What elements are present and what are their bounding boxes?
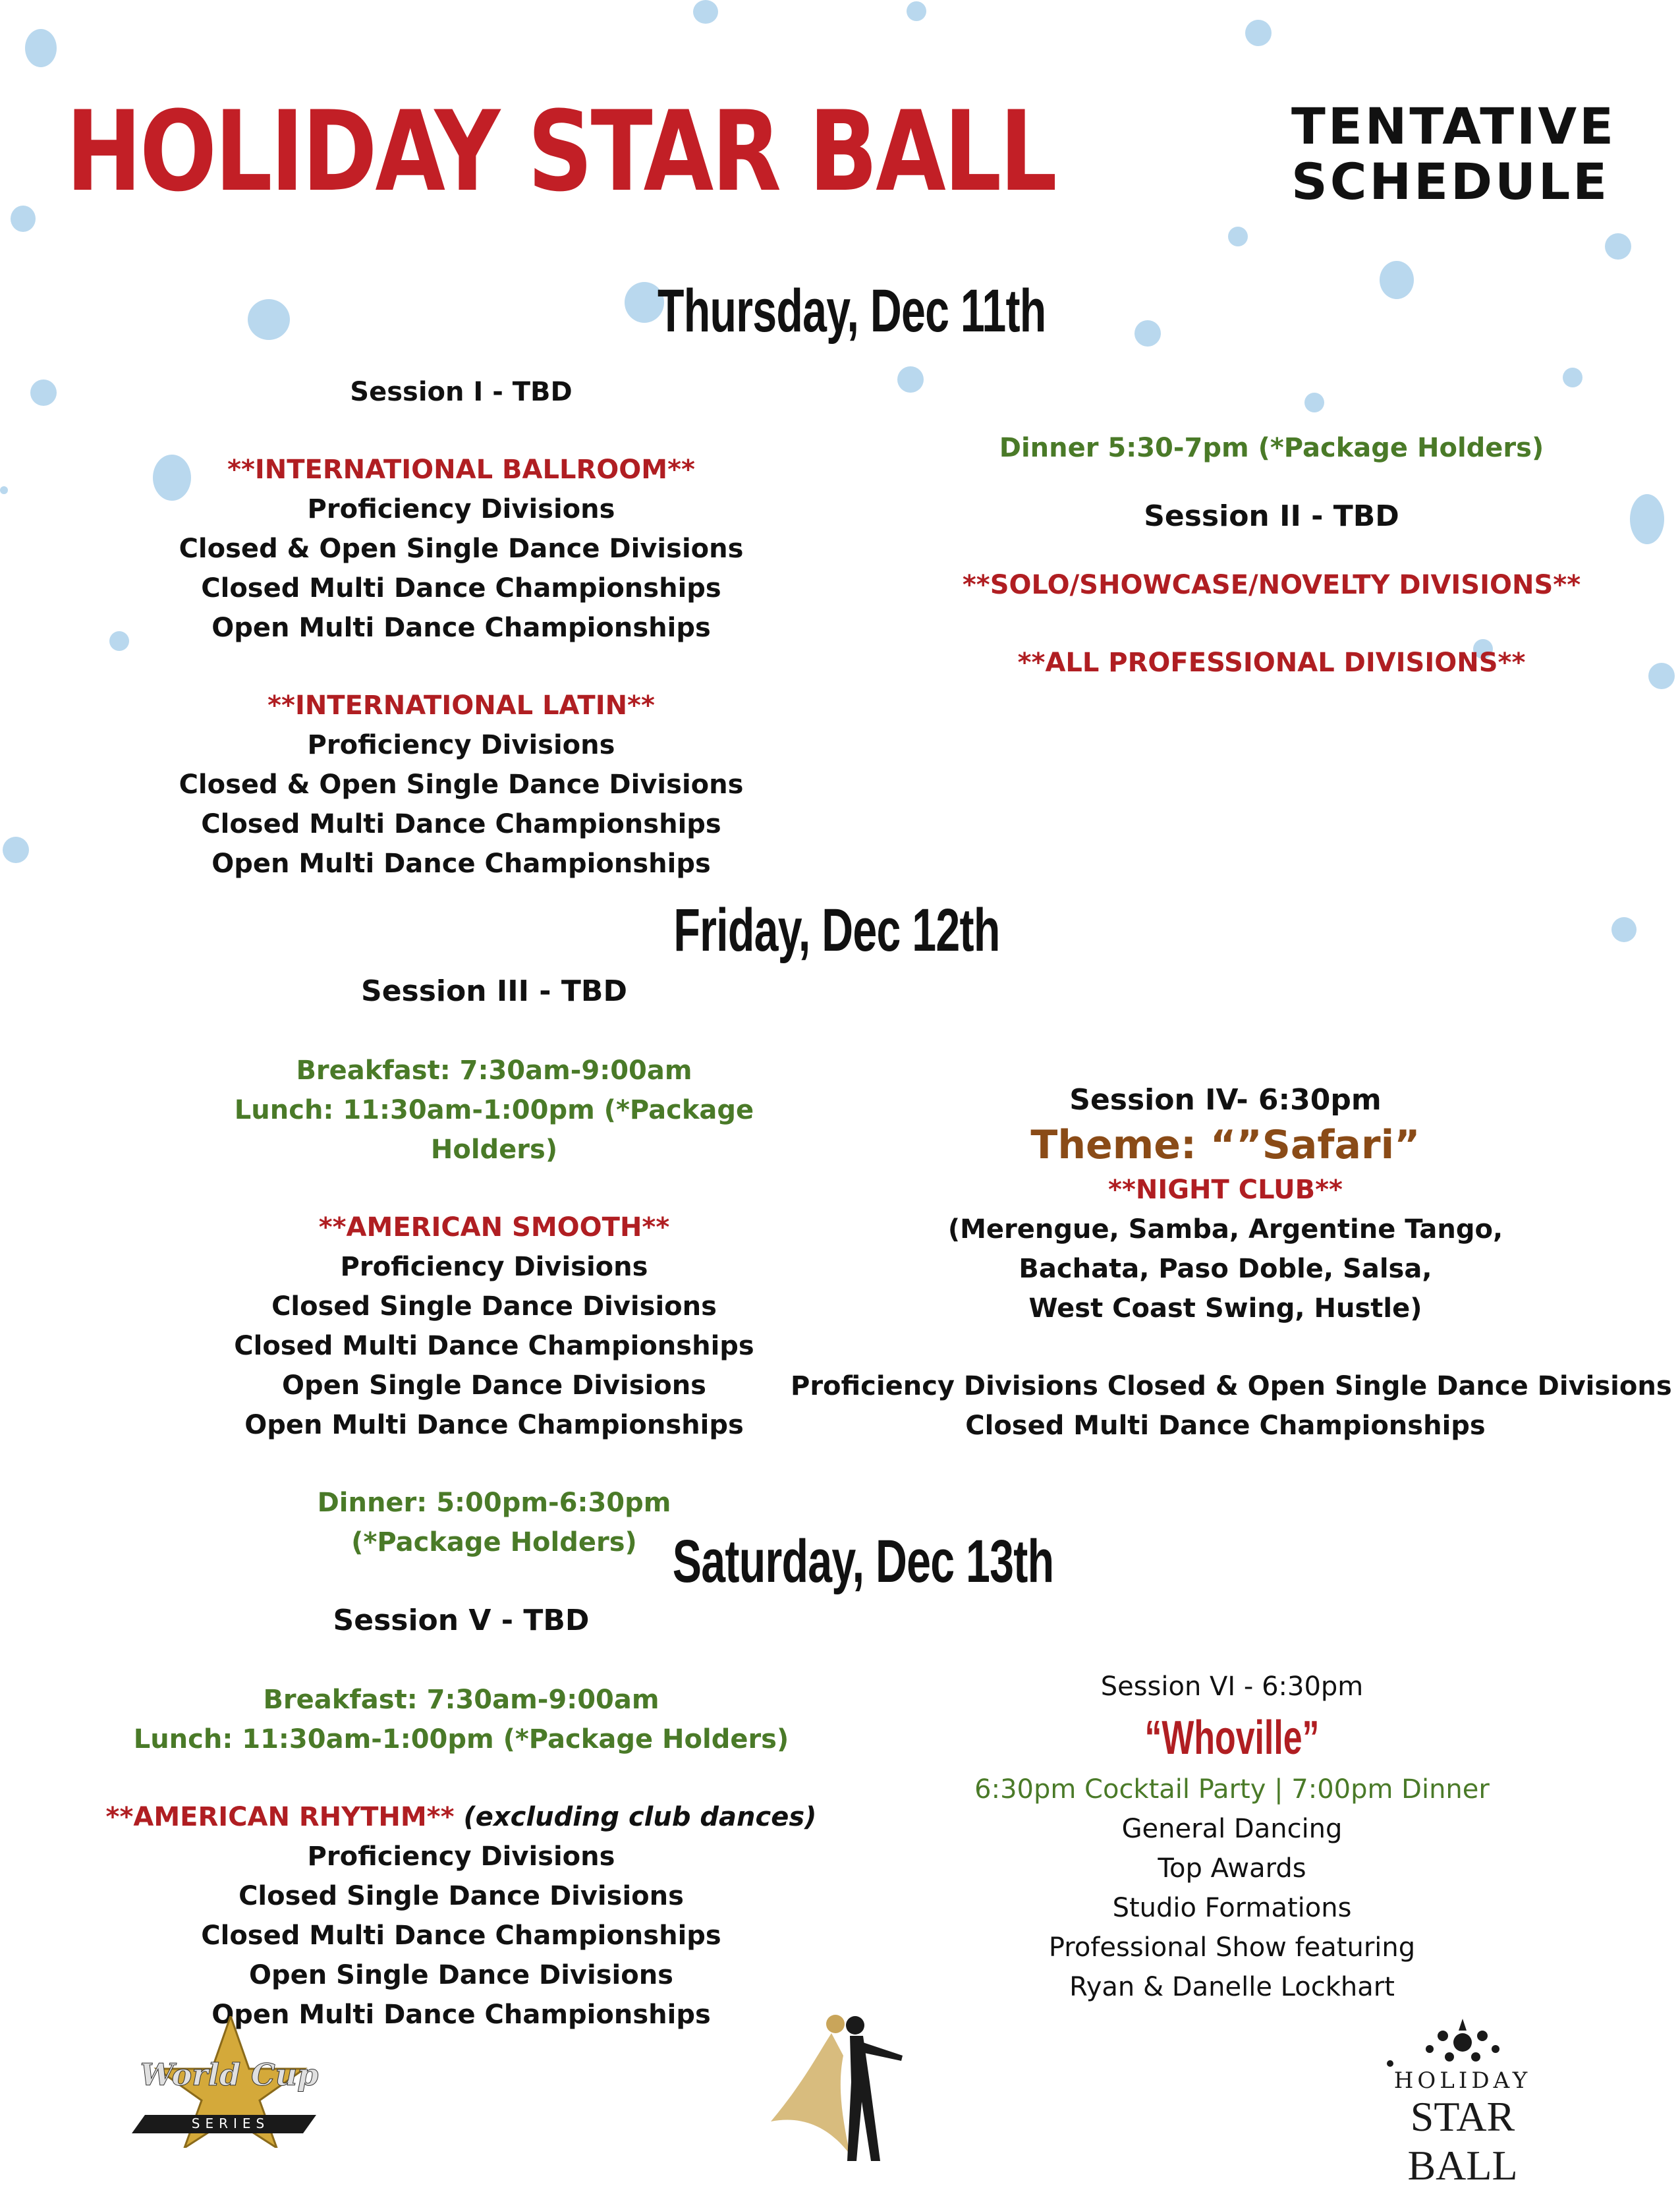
- division-item: Closed & Open Single Dance Divisions: [179, 770, 744, 800]
- category-heading: **AMERICAN RHYTHM**: [105, 1802, 455, 1832]
- dancing-couple-icon: [758, 2009, 916, 2168]
- meal-time: Holders): [430, 1135, 558, 1165]
- division-item: Closed Multi Dance Championships: [234, 1331, 754, 1361]
- division-item: Open Single Dance Divisions: [282, 1370, 706, 1401]
- day-heading-thursday: Thursday, Dec 11th: [658, 277, 1046, 345]
- theme-title: Theme: “”Safari”: [1030, 1122, 1420, 1168]
- snow-dot: [1630, 494, 1664, 544]
- category-heading: **AMERICAN SMOOTH**: [318, 1212, 670, 1243]
- snow-dot: [1134, 320, 1161, 347]
- event-time: 6:30pm Cocktail Party | 7:00pm Dinner: [974, 1774, 1490, 1805]
- division-item: Proficiency Divisions Closed & Open Single Dance Divisions: [791, 1371, 1672, 1401]
- snow-dot: [693, 0, 718, 24]
- snow-dot: [907, 1, 926, 21]
- schedule-label: SCHEDULE: [1291, 152, 1610, 211]
- snow-dot: [25, 29, 57, 67]
- division-item: Proficiency Divisions: [340, 1252, 648, 1282]
- dance-list-line: (Merengue, Samba, Argentine Tango,: [947, 1214, 1503, 1245]
- category-heading: **NIGHT CLUB**: [1108, 1175, 1343, 1205]
- thursday-right-column: [922, 428, 1621, 683]
- division-item: Closed Multi Dance Championships: [201, 1921, 721, 1951]
- series-text: SERIES: [191, 2116, 270, 2131]
- day-heading-saturday: Saturday, Dec 13th: [672, 1528, 1054, 1595]
- session-title: Session IV- 6:30pm: [1069, 1083, 1382, 1117]
- meal-time: Lunch: 11:30am-1:00pm (*Package: [234, 1095, 754, 1125]
- saturday-right-column: [909, 1667, 1555, 2007]
- snow-dot: [109, 631, 129, 651]
- dance-list-line: Bachata, Paso Doble, Salsa,: [1019, 1254, 1432, 1284]
- snow-dot: [1228, 227, 1248, 246]
- day-heading-friday: Friday, Dec 12th: [673, 897, 1000, 964]
- division-item: Open Multi Dance Championships: [211, 613, 711, 643]
- snow-dot: [30, 379, 57, 406]
- meal-time: Dinner 5:30-7pm (*Package Holders): [999, 433, 1544, 463]
- thursday-left-column: [145, 372, 777, 884]
- snow-dot: [1304, 393, 1324, 412]
- division-item: Open Multi Dance Championships: [211, 849, 711, 879]
- meal-time: Breakfast: 7:30am-9:00am: [296, 1055, 692, 1086]
- session-title: Session VI - 6:30pm: [1100, 1671, 1364, 1702]
- division-item: Open Single Dance Divisions: [249, 1960, 673, 1990]
- division-item: Proficiency Divisions: [307, 494, 615, 524]
- snow-dot: [1380, 261, 1414, 299]
- category-heading: **ALL PROFESSIONAL DIVISIONS**: [1017, 648, 1526, 678]
- holiday-star-ball-logo: [1351, 2016, 1575, 2189]
- meal-time: Breakfast: 7:30am-9:00am: [263, 1685, 659, 1715]
- division-item: Proficiency Divisions: [307, 1841, 615, 1872]
- dance-list-line: West Coast Swing, Hustle): [1028, 1293, 1422, 1324]
- division-item: Open Multi Dance Championships: [211, 2000, 711, 2030]
- event-title: HOLIDAY STAR BALL: [66, 87, 1055, 216]
- event-item: Ryan & Danelle Lockhart: [1069, 1972, 1395, 2002]
- snow-dot: [897, 366, 924, 393]
- tentative-schedule-label: [1291, 97, 1617, 211]
- meal-time: (*Package Holders): [351, 1527, 637, 1558]
- snow-dot: [0, 486, 8, 494]
- event-item: General Dancing: [1121, 1814, 1343, 1844]
- division-item: Closed Multi Dance Championships: [965, 1411, 1486, 1441]
- logo-star-ball-text: STAR BALL: [1407, 2093, 1518, 2189]
- saturday-left-column: [105, 1601, 817, 2035]
- world-cup-text: World Cup: [140, 2057, 319, 2092]
- snow-dot: [3, 837, 29, 863]
- snow-dot: [1563, 368, 1582, 387]
- snow-dot: [11, 206, 36, 232]
- snow-dot: [248, 299, 290, 340]
- division-item: Closed Single Dance Divisions: [238, 1881, 684, 1911]
- tentative-label: TENTATIVE: [1291, 97, 1617, 155]
- category-heading-row: [105, 1797, 817, 1837]
- division-item: Closed Multi Dance Championships: [201, 809, 721, 839]
- category-heading: **INTERNATIONAL BALLROOM**: [227, 455, 695, 485]
- division-item: Closed & Open Single Dance Divisions: [179, 534, 744, 564]
- snow-dot: [1648, 663, 1675, 689]
- division-item: Proficiency Divisions: [307, 730, 615, 760]
- snow-dot: [1245, 20, 1272, 46]
- event-item: Professional Show featuring: [1048, 1932, 1416, 1963]
- session-title: Session I - TBD: [350, 377, 573, 407]
- division-item: Open Multi Dance Championships: [244, 1410, 744, 1440]
- snow-dot: [1605, 233, 1631, 260]
- meal-time: Lunch: 11:30am-1:00pm (*Package Holders): [133, 1724, 789, 1755]
- session-title: Session II - TBD: [1144, 499, 1399, 533]
- category-heading: **SOLO/SHOWCASE/NOVELTY DIVISIONS**: [962, 570, 1581, 600]
- division-item: Closed Multi Dance Championships: [201, 573, 721, 604]
- world-cup-series-logo: [119, 2016, 329, 2148]
- snow-dot: [1611, 917, 1637, 942]
- friday-left-column: [171, 972, 817, 1562]
- division-item: Closed Single Dance Divisions: [271, 1291, 717, 1322]
- session-title: Session V - TBD: [333, 1604, 590, 1637]
- event-item: Top Awards: [1158, 1853, 1306, 1884]
- session-title: Session III - TBD: [361, 974, 627, 1008]
- theme-title: “Whoville”: [1144, 1712, 1320, 1764]
- meal-time: Dinner: 5:00pm-6:30pm: [317, 1488, 671, 1518]
- category-heading: **INTERNATIONAL LATIN**: [267, 690, 655, 721]
- logo-holiday-text: HOLIDAY: [1393, 2067, 1532, 2094]
- event-item: Studio Formations: [1112, 1893, 1352, 1923]
- category-note: (excluding club dances): [463, 1802, 817, 1832]
- friday-right-column: [791, 1081, 1672, 1446]
